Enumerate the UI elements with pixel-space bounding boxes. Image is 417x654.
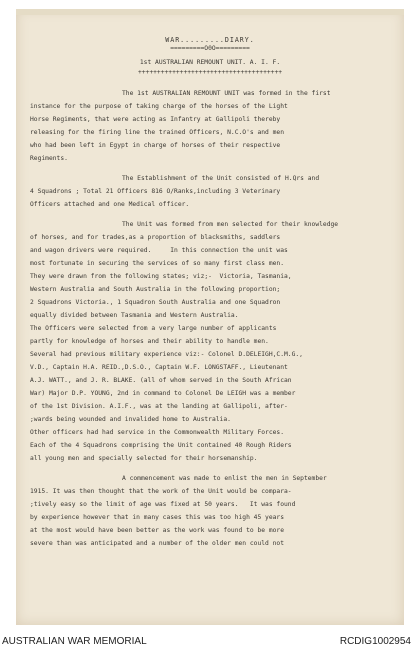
title-rule: =========O0O========= — [170, 45, 250, 52]
body-line: Horse Regiments, that were acting as Infantry at Gallipoli thereby — [30, 116, 281, 123]
body-line: by experience however that in many cases this was too high 45 years — [30, 514, 285, 521]
body-line: of horses, and for trades,as a proportion of blacksmiths, saddlers — [30, 234, 281, 241]
document-subtitle: 1st AUSTRALIAN REMOUNT UNIT. A. I. F. — [139, 59, 281, 66]
body-line: releasing for the firing line the trained Officers, N.C.O's and men — [30, 129, 285, 136]
body-line: partly for knowledge of horses and their ability to handle men. — [30, 338, 269, 345]
body-line: V.D., Captain H.A. REID.,D.S.O., Captain W.F. LONGSTAFF., Lieutenant — [30, 364, 288, 371]
document-title: WAR.........DIARY. — [165, 36, 255, 44]
body-line: Several had previous military experience viz:- Colonel D.DELEIGH,C.M.G., — [30, 351, 303, 358]
footer-record-id: RCDIG1002954 — [339, 636, 411, 647]
body-line: The Unit was formed from men selected for their knowledge — [122, 221, 339, 228]
body-line: The Officers were selected from a very large number of applicants — [30, 325, 277, 332]
body-line: instance for the purpose of taking charge of the horses of the Light — [30, 103, 288, 110]
document-page — [16, 9, 404, 625]
body-line: all young men and specially selected for their horsemanship. — [30, 455, 258, 462]
footer-credit: AUSTRALIAN WAR MEMORIAL — [2, 636, 147, 647]
body-line: 1915. It was then thought that the work of the Unit would be compara- — [30, 488, 292, 495]
body-line: War) Major D.P. YOUNG, 2nd in command to Colonel De LEIGH was a member — [30, 390, 296, 397]
body-line: A.J. WATT., and J. R. BLAKE. (all of whom served in the South African — [30, 377, 292, 384]
body-line: and wagon drivers were required. In this connection the unit was — [30, 247, 288, 254]
body-line: Other officers had had service in the Commonwealth Military Forces. — [30, 429, 285, 436]
body-line: severe than was anticipated and a number of the older men could not — [30, 540, 285, 547]
body-line: 4 Squadrons ; Total 21 Officers 816 O/Ranks,including 3 Veterinary — [30, 188, 281, 195]
body-line: They were drawn from the following states; viz;- Victoria, Tasmania, — [30, 273, 292, 280]
body-line: The Establishment of the Unit consisted of H.Qrs and — [122, 175, 320, 182]
body-line: ;tively easy so the limit of age was fixed at 50 years. It was found — [30, 501, 296, 508]
body-line: Officers attached and one Medical officer. — [30, 201, 190, 208]
body-line: The 1st AUSTRALIAN REMOUNT UNIT was formed in the first — [122, 90, 331, 97]
body-line: most fortunate in securing the services of so many first class men. — [30, 260, 285, 267]
body-line: equally divided between Tasmania and Western Australia. — [30, 312, 239, 319]
body-line: Regiments. — [30, 155, 68, 162]
body-line: A commencement was made to enlist the men in September — [122, 475, 327, 482]
body-line: who had been left in Egypt in charge of horses of their respective — [30, 142, 281, 149]
subtitle-rule: ++++++++++++++++++++++++++++++++++++++ — [137, 69, 283, 76]
body-line: at the most would have been better as the work was found to be more — [30, 527, 285, 534]
body-line: 2 Squadrons Victoria., 1 Squadron South Australia and one Squadron — [30, 299, 281, 306]
body-line: ;wards being wounded and invalided home to Australia. — [30, 416, 231, 423]
body-line: Each of the 4 Squadrons comprising the Unit contained 40 Rough Riders — [30, 442, 292, 449]
body-line: of the 1st Division. A.I.F., was at the landing at Gallipoli, after- — [30, 403, 288, 410]
body-line: Western Australia and South Australia in the following proportion; — [30, 286, 281, 293]
